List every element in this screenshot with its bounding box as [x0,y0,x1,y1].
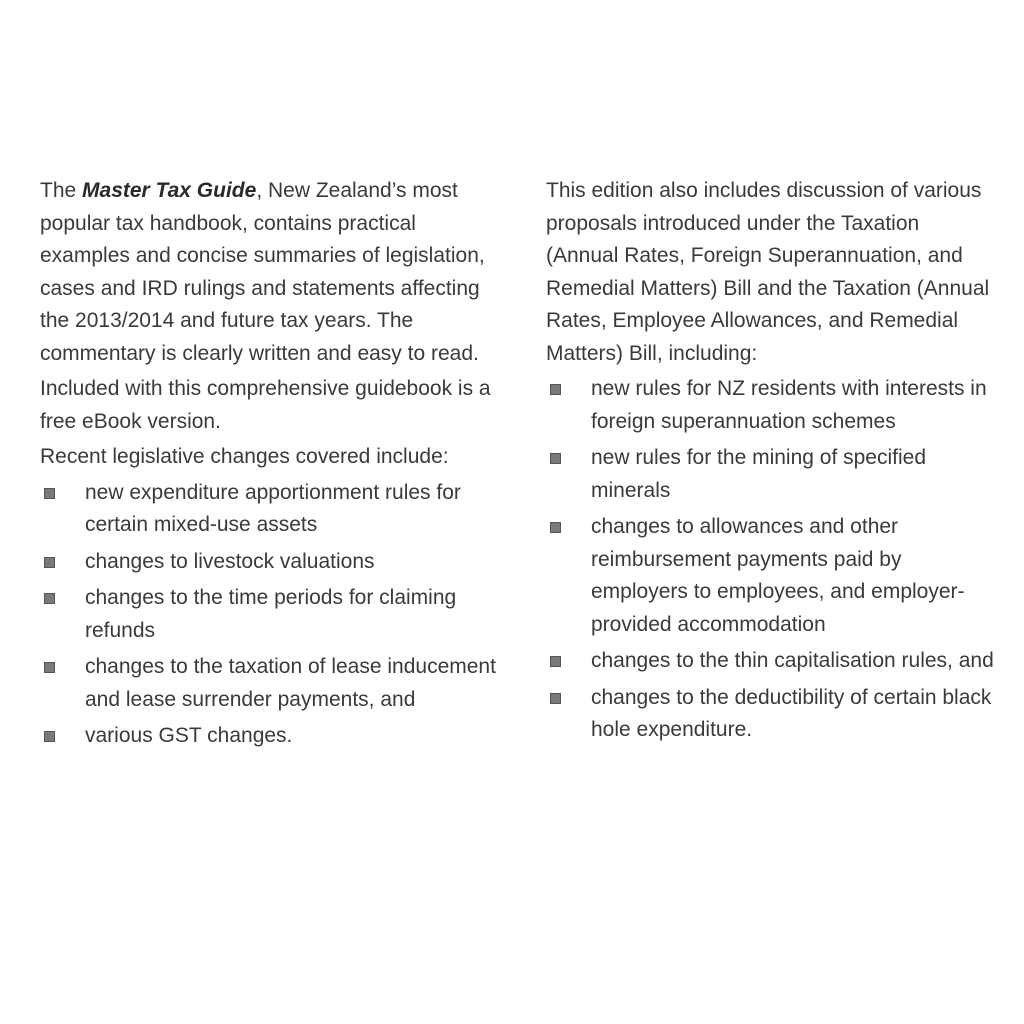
list-item [546,645,996,678]
left-bullet-list [40,477,500,753]
list-item [546,442,996,507]
intro-paragraph [40,175,500,370]
intro-rest: , New Zealand’s most popular tax handbook, contains practical examples and concise summaries of legislation, cases and IRD rulings and statements affecting the 2013/2014 and future tax years. The commentary is clearly written and easy to read. [40,179,485,365]
square-bullet-icon [550,453,561,464]
list-item [40,477,500,542]
list-item [546,373,996,438]
book-title: Master Tax Guide [82,179,257,202]
list-item-text: changes to the time periods for claiming refunds [85,586,457,642]
left-column [40,175,500,757]
square-bullet-icon [550,656,561,667]
square-bullet-icon [44,557,55,568]
square-bullet-icon [44,662,55,673]
list-item-text: changes to the thin capitalisation rules, and [591,649,994,672]
list-item-text: new rules for the mining of specified minerals [591,446,927,502]
right-bullet-list [546,373,996,747]
square-bullet-icon [44,488,55,499]
ebook-note: Included with this comprehensive guidebook is a free eBook version. [40,377,491,433]
list-item-text: changes to the deductibility of certain black hole expenditure. [591,685,992,741]
square-bullet-icon [550,693,561,704]
list-item [40,651,500,716]
list-item [40,720,500,753]
changes-heading: Recent legislative changes covered include: [40,445,449,468]
list-item-text: new rules for NZ residents with interests in foreign superannuation schemes [591,377,987,433]
list-item-text: various GST changes. [85,724,293,747]
list-item [546,682,996,747]
list-item-text: new expenditure apportionment rules for certain mixed-use assets [85,480,461,536]
square-bullet-icon [44,593,55,604]
square-bullet-icon [550,522,561,533]
square-bullet-icon [44,731,55,742]
list-item [40,582,500,647]
list-item-text: changes to allowances and other reimbursement payments paid by employers to employees, and employer-provided accommodation [591,515,965,636]
list-item-text: changes to livestock valuations [85,549,375,573]
list-item-text: changes to the taxation of lease inducement and lease surrender payments, and [85,655,496,711]
square-bullet-icon [550,384,561,395]
right-column [546,175,996,751]
intro-prefix: The [40,179,83,202]
list-item [546,511,996,641]
edition-intro: This edition also includes discussion of various proposals introduced under the Taxation (Annual Rates, Foreign Superannuation, and Remedial Matters) Bill and the Taxation (Annual Rates, Employee Allowances, and Remedial Matters) Bill, including: [546,179,990,365]
list-item [40,546,500,579]
